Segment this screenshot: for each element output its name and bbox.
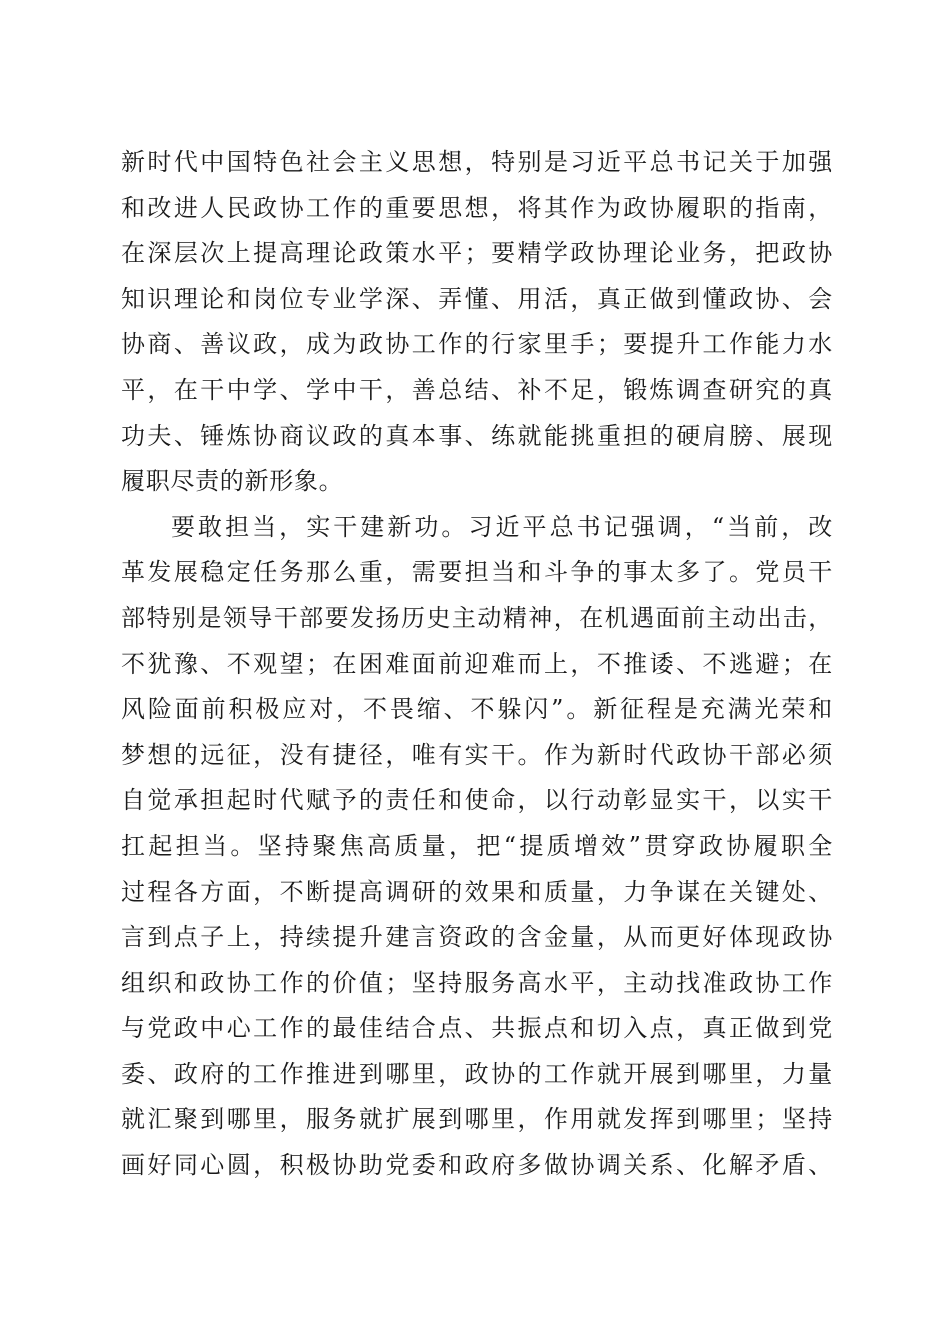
text-line: 和改进人民政协工作的重要思想，将其作为政协履职的指南，: [121, 193, 833, 222]
text-line: 自觉承担起时代赋予的责任和使命，以行动彰显实干，以实干: [121, 786, 833, 815]
text-line: 就汇聚到哪里，服务就扩展到哪里，作用就发挥到哪里；坚持: [121, 1105, 833, 1134]
text-line: 画好同心圆，积极协助党委和政府多做协调关系、化解矛盾、: [121, 1151, 833, 1180]
text-line: 功夫、锤炼协商议政的真本事、练就能挑重担的硬肩膀、展现: [121, 421, 833, 450]
paragraph-2: [121, 505, 833, 1189]
text-line: 革发展稳定任务那么重，需要担当和斗争的事太多了。党员干: [121, 558, 833, 587]
text-line: 协商、善议政，成为政协工作的行家里手；要提升工作能力水: [121, 330, 833, 359]
text-line: 扛起担当。坚持聚焦高质量，把“提质增效”贯穿政协履职全: [121, 831, 833, 860]
text-line: 不犹豫、不观望；在困难面前迎难而上，不推诿、不逃避；在: [121, 649, 833, 678]
text-line: 过程各方面，不断提高调研的效果和质量，力争谋在关键处、: [121, 877, 833, 906]
text-line: 履职尽责的新形象。: [121, 467, 344, 496]
paragraph-1: [121, 140, 833, 505]
text-line: 委、政府的工作推进到哪里，政协的工作就开展到哪里，力量: [121, 1059, 833, 1088]
text-line: 平，在干中学、学中干，善总结、补不足，锻炼调查研究的真: [121, 375, 833, 404]
body-text: [121, 140, 833, 1189]
text-line: 组织和政协工作的价值；坚持服务高水平，主动找准政协工作: [121, 968, 833, 997]
text-line: 在深层次上提高理论政策水平；要精学政协理论业务，把政协: [121, 239, 833, 268]
text-line: 要敢担当，实干建新功。习近平总书记强调，“当前，改: [171, 512, 833, 541]
text-line: 风险面前积极应对，不畏缩、不躲闪”。新征程是充满光荣和: [121, 695, 833, 724]
text-line: 部特别是领导干部要发扬历史主动精神，在机遇面前主动出击，: [121, 603, 833, 632]
text-line: 梦想的远征，没有捷径，唯有实干。作为新时代政协干部必须: [121, 740, 833, 769]
text-line: 新时代中国特色社会主义思想，特别是习近平总书记关于加强: [121, 148, 833, 176]
text-line: 知识理论和岗位专业学深、弄懂、用活，真正做到懂政协、会: [121, 284, 833, 313]
text-line: 言到点子上，持续提升建言资政的含金量，从而更好体现政协: [121, 923, 833, 952]
text-line: 与党政中心工作的最佳结合点、共振点和切入点，真正做到党: [121, 1014, 833, 1043]
